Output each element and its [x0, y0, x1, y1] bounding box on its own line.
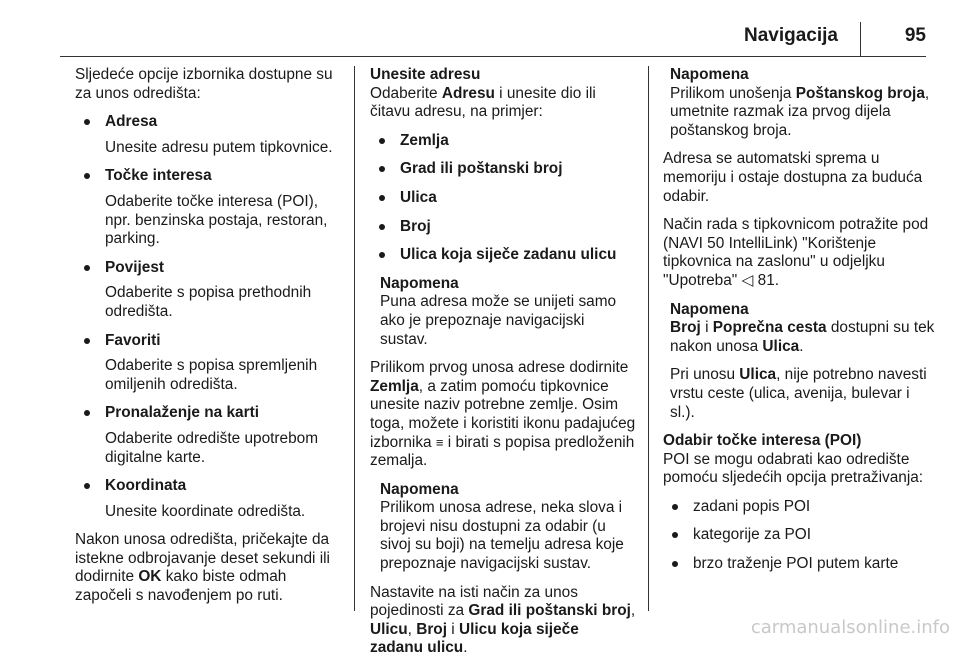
- option-label: Povijest: [105, 258, 165, 276]
- option-description: Odaberite s popisa spremljenih omiljenih odredišta.: [105, 357, 318, 393]
- bullet: [84, 483, 90, 489]
- bullet: [672, 561, 678, 567]
- option-description: Odaberite odredište upotrebom digitalne karte.: [105, 429, 319, 466]
- option-label: Koordinata: [105, 477, 187, 495]
- option-label: Favoriti: [105, 331, 161, 349]
- note-block: Napomena Prilikom unošenja Poštanskog broja, umetnite razmak iza prvog dijela poštanskog broja.: [663, 66, 935, 140]
- list-item: [75, 477, 345, 521]
- list-item: Ulica: [370, 189, 636, 208]
- bullet: [379, 166, 385, 172]
- option-label: Adresa: [105, 113, 158, 131]
- poi-options-list: [663, 498, 935, 574]
- list-item: [75, 259, 345, 322]
- option-description: Odaberite točke interesa (POI), npr. benzinska postaja, restoran, parking.: [105, 192, 328, 248]
- list-item: Grad ili poštanski broj: [370, 160, 636, 179]
- column-divider-2: [648, 66, 649, 611]
- list-item: brzo traženje POI putem karte: [663, 555, 935, 574]
- list-item: [75, 404, 345, 467]
- column-divider-1: [354, 66, 355, 611]
- list-item: Zemlja: [370, 132, 636, 151]
- bullet: [672, 532, 678, 538]
- note-text: Prilikom unosa adrese, neka slova i brojevi nisu dostupni za odabir (u sivoj su boji) na temelju adresa koje prepoznaje navigacijski sustav.: [380, 499, 624, 573]
- note-title: Napomena: [380, 274, 459, 292]
- option-description: Unesite adresu putem tipkovnice.: [105, 138, 333, 156]
- address-fields-list: [370, 132, 636, 265]
- dropdown-menu-icon: ≡: [435, 434, 444, 450]
- address-intro: Odaberite Adresu i unesite dio ili čitavu adresu, na primjer:: [370, 84, 596, 121]
- note-block: [370, 481, 636, 574]
- list-item: zadani popis POI: [663, 498, 935, 517]
- option-label: Točke interesa: [105, 167, 212, 185]
- list-item: [75, 332, 345, 395]
- list-item: [75, 167, 345, 248]
- bullet: [379, 224, 385, 230]
- country-paragraph: Prilikom prvog unosa adrese dodirnite Zemlja, a zatim pomoću tipkovnice unesite naziv potrebne zemlje. Osim toga, možete i koristiti ikonu padajućeg izbornika ≡ i birati s popisa predloženih zemalja.: [370, 359, 636, 470]
- note-title: Napomena: [670, 300, 749, 318]
- note-block: [370, 275, 636, 349]
- section-heading-address: Unesite adresu: [370, 66, 481, 83]
- keyboard-paragraph: Način rada s tipkovnicom potražite pod (NAVI 50 IntelliLink) "Korištenje tipkovnica na zaslonu" u odjeljku "Upotreba" ◁ 81.: [663, 216, 929, 289]
- note-title: Napomena: [380, 480, 459, 498]
- bullet: [84, 173, 90, 179]
- bullet: [379, 138, 385, 144]
- bullet: [84, 265, 90, 271]
- option-description: Unesite koordinate odredišta.: [105, 502, 306, 520]
- column-2: [370, 66, 636, 668]
- list-item: Ulica koja siječe zadanu ulicu: [370, 246, 636, 265]
- continue-paragraph: Nastavite na isti način za unos pojedinosti za Grad ili poštanski broj, Ulicu, Broj i Ulicu koja siječe zadanu ulicu.: [370, 583, 636, 657]
- option-description: Odaberite s popisa prethodnih odredišta.: [105, 284, 312, 320]
- option-label: Pronalaženje na karti: [105, 404, 259, 422]
- intro-paragraph: Sljedeće opcije izbornika dostupne su za unos odredišta:: [75, 66, 333, 102]
- bullet: [84, 410, 90, 416]
- column-3: [663, 66, 935, 584]
- bullet: [379, 252, 385, 258]
- page-number: 95: [904, 25, 926, 46]
- bullet: [379, 195, 385, 201]
- bullet: [84, 119, 90, 125]
- note-text: Puna adresa može se unijeti samo ako je prepoznaje navigacijski sustav.: [380, 293, 617, 348]
- page-title: Navigacija: [744, 25, 838, 46]
- header-divider: [860, 22, 861, 56]
- note-block: Napomena Broj i Poprečna cesta dostupni su tek nakon unosa Ulica. Pri unosu Ulica, nije potrebno navesti vrstu ceste (ulica, avenija, bulevar i sl.).: [670, 300, 935, 421]
- watermark: carmanualsonline.info: [750, 617, 950, 639]
- column-1: [75, 66, 345, 616]
- page-header: [60, 0, 926, 57]
- list-item: kategorije za POI: [663, 526, 935, 545]
- outro-paragraph: Nakon unosa odredišta, pričekajte da istekne odbrojavanje deset sekundi ili dodirnite OK kako biste odmah započeli s navođenjem po ruti.: [75, 531, 330, 605]
- bullet: [84, 338, 90, 344]
- section-heading-poi: Odabir točke interesa (POI): [663, 432, 862, 450]
- poi-paragraph: POI se mogu odabrati kao odredište pomoću sljedećih opcija pretraživanja:: [663, 450, 924, 487]
- page-reference-arrow-icon: ◁: [741, 271, 754, 289]
- note-title: Napomena: [670, 66, 749, 83]
- list-item: [75, 113, 345, 157]
- destination-options-list: [75, 113, 345, 521]
- list-item: Broj: [370, 218, 636, 237]
- memory-paragraph: Adresa se automatski sprema u memoriju i ostaje dostupna za buduća odabir.: [663, 150, 923, 205]
- bullet: [672, 504, 678, 510]
